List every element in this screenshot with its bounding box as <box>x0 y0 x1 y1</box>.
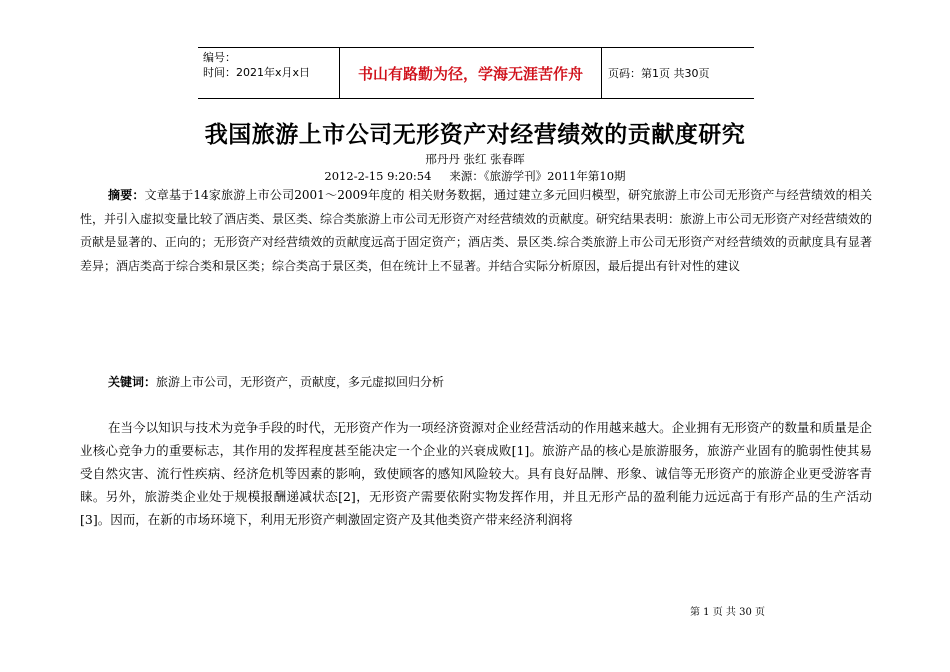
page-footer: 第 1 页 共 30 页 <box>690 607 765 618</box>
page-header <box>198 47 754 99</box>
abstract-text: 文章基于14家旅游上市公司2001～2009年度的 相关财务数据，通过建立多元回归模型，研究旅游上市公司无形资产与经营绩效的相关性，并引入虚拟变量比较了酒店类、景区类、综合类旅游上市公司无形资产对经营绩效的贡献度。研究结果表明：旅游上市公司无形资产对经营绩效的贡献是显著的、正向的；无形资产对经营绩效的贡献度远高于固定资产；酒店类、景区类.综合类旅游上市公司无形资产对经营绩效的贡献度具有显著差异；酒店类高于综合类和景区类；综合类高于景区类，但在统计上不显著。并结合实际分析原因，最后提出有针对性的建议 <box>80 188 873 273</box>
article-authors: 邢丹丹 张红 张春晖 <box>425 152 525 166</box>
time-label: 时间：2021年x月x日 <box>203 66 311 79</box>
body-paragraph: 在当今以知识与技术为竞争手段的时代，无形资产作为一项经济资源对企业经营活动的作用越来越大。企业拥有无形资产的数量和质量是企业核心竞争力的重要标志，其作用的发挥程度甚至能决定一个企业的兴衰成败[1]。旅游产品的核心是旅游服务，旅游产业固有的脆弱性使其易受自然灾害、流行性疾病、经济危机等因素的影响，致使顾客的感知风险较大。具有良好品牌、形象、诚信等无形资产的旅游企业更受游客青睐。另外，旅游类企业处于规模报酬递减状态[2]，无形资产需要依附实物发挥作用，并且无形产品的盈利能力远远高于有形产品的生产活动[3]。因而，在新的市场环境下，利用无形资产刺激固定资产及其他类资产带来经济利润将 <box>80 420 872 527</box>
keywords-label: 关键词： <box>108 375 157 389</box>
article-date: 2012-2-15 9:20:54 <box>324 169 432 183</box>
header-motto: 书山有路勤为径，学海无涯苦作舟 <box>339 48 602 98</box>
abstract-label: 摘要： <box>108 188 145 202</box>
header-page-info: 页码：第1页 共30页 <box>608 67 710 80</box>
abstract <box>80 184 872 278</box>
article-source: 来源：《旅游学刊》2011年第10期 <box>449 169 626 183</box>
header-info <box>198 48 339 98</box>
keywords <box>80 372 872 392</box>
serial-number-label: 编号： <box>203 51 236 64</box>
keywords-text: 旅游上市公司，无形资产，贡献度，多元虚拟回归分析 <box>156 375 445 389</box>
article-title: 我国旅游上市公司无形资产对经营绩效的贡献度研究 <box>204 121 746 148</box>
article-meta <box>0 168 950 184</box>
